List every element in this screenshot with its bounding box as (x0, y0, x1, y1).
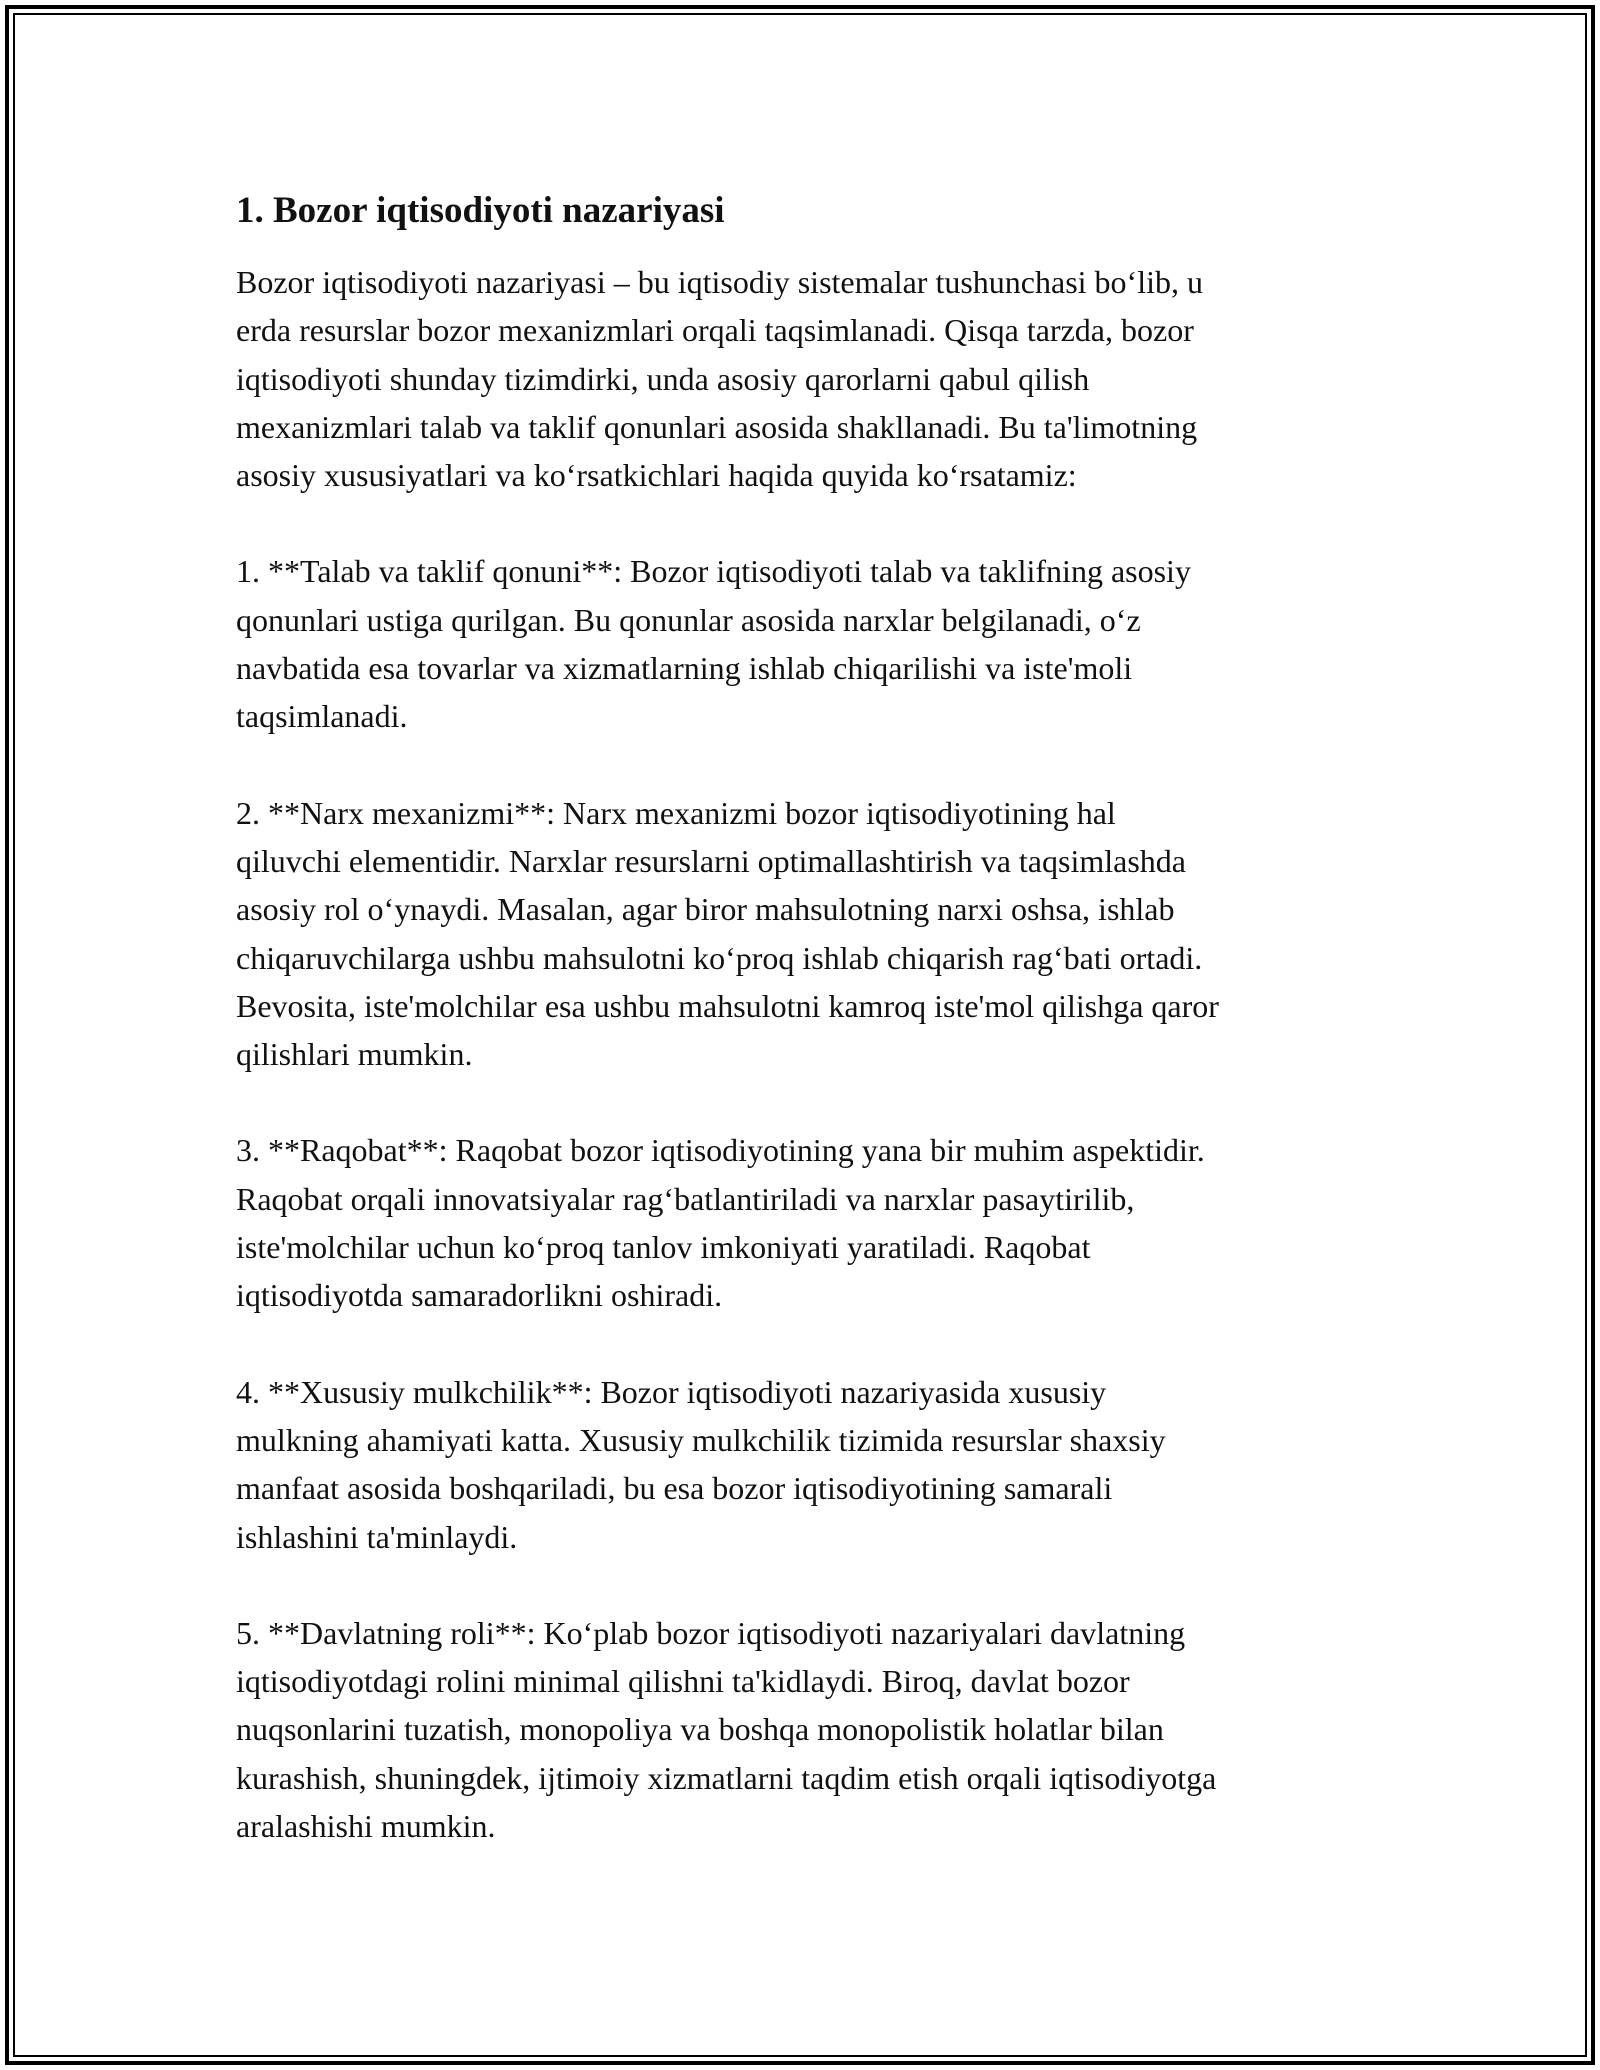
paragraph-gap (236, 1320, 1366, 1368)
document-body (236, 186, 1366, 1850)
list-item: 2. **Narx mexanizmi**: Narx mexanizmi bozor iqtisodiyotining hal qiluvchi elementidir. Narxlar resurslarni optimallashtirish va taqsimlashda asosiy rol o‘ynaydi. Masalan, agar biror mahsulotning narxi oshsa, ishlab chiqaruvchilarga ushbu mahsulotni ko‘proq ishlab chiqarish rag‘bati ortadi. Bevosita, iste'molchilar esa ushbu mahsulotni kamroq iste'mol qilishga qaror qilishlari mumkin. (236, 794, 1219, 1073)
list-item: 1. **Talab va taklif qonuni**: Bozor iqtisodiyoti talab va taklifning asosiy qonunlari ustiga qurilgan. Bu qonunlar asosida narxlar belgilanadi, o‘z navbatida esa tovarlar va xizmatlarning ishlab chiqarilishi va iste'moli taqsimlanadi. (236, 553, 1191, 735)
list-item: 3. **Raqobat**: Raqobat bozor iqtisodiyotining yana bir muhim aspektidir. Raqobat orqali innovatsiyalar rag‘batlantiriladi va narxlar pasaytirilib, iste'molchilar uchun ko‘proq tanlov imkoniyati yaratiladi. Raqobat iqtisodiyotda samaradorlikni oshiradi. (236, 1132, 1205, 1314)
paragraph-gap (236, 741, 1366, 789)
paragraph-gap (236, 1078, 1366, 1126)
intro-paragraph: Bozor iqtisodiyoti nazariyasi – bu iqtisodiy sistemalar tushunchasi bo‘lib, u erda resurslar bozor mexanizmlari orqali taqsimlanadi. Qisqa tarzda, bozor iqtisodiyoti shunday tizimdirki, unda asosiy qarorlarni qabul qilish mexanizmlari talab va taklif qonunlari asosida shakllanadi. Bu ta'limotning asosiy xususiyatlari va ko‘rsatkichlari haqida quyida ko‘rsatamiz: (236, 264, 1203, 494)
section-heading: 1. Bozor iqtisodiyoti nazariyasi (236, 190, 725, 231)
paragraph-gap (236, 1561, 1366, 1609)
list-item: 5. **Davlatning roli**: Ko‘plab bozor iqtisodiyoti nazariyalari davlatning iqtisodiyotdagi rolini minimal qilishni ta'kidlaydi. Biroq, davlat bozor nuqsonlarini tuzatish, monopoliya va boshqa monopolistik holatlar bilan kurashish, shuningdek, ijtimoiy xizmatlarni taqdim etish orqali iqtisodiyotga aralashishi mumkin. (236, 1614, 1217, 1845)
paragraph-gap (236, 499, 1366, 547)
list-item: 4. **Xususiy mulkchilik**: Bozor iqtisodiyoti nazariyasida xususiy mulkning ahamiyati katta. Xususiy mulkchilik tizimida resurslar shaxsiy manfaat asosida boshqariladi, bu esa bozor iqtisodiyotining samarali ishlashini ta'minlaydi. (236, 1373, 1166, 1555)
